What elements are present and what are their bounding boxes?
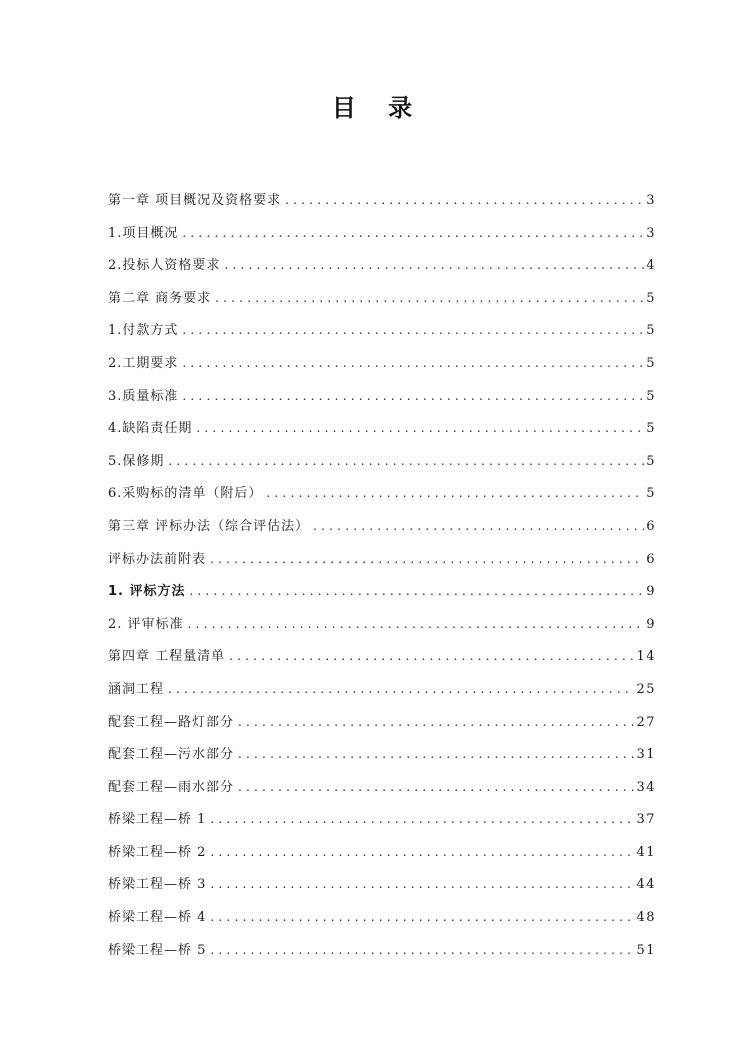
toc-dot-leader xyxy=(168,682,634,696)
toc-dot-leader xyxy=(238,715,634,729)
toc-entry-label: 6.采购标的清单（附后） xyxy=(108,486,263,502)
toc-entry-page-number: 37 xyxy=(636,812,656,828)
toc-dot-leader xyxy=(229,649,634,663)
toc-entry[interactable] xyxy=(108,548,656,581)
toc-entry[interactable] xyxy=(108,711,656,744)
toc-entry-label: 2. 评审标准 xyxy=(108,616,184,632)
toc-entry-page-number: 51 xyxy=(636,942,656,958)
toc-dot-leader xyxy=(266,486,644,500)
toc-dot-leader xyxy=(238,747,634,761)
toc-entry[interactable] xyxy=(108,352,656,385)
toc-entry-label: 桥梁工程—桥 5 xyxy=(108,942,207,958)
page-title: 目 录 xyxy=(331,94,425,122)
toc-entry-page-number: 3 xyxy=(646,193,656,208)
toc-entry-label: 2.工期要求 xyxy=(108,355,179,371)
toc-entry-page-number: 9 xyxy=(646,584,656,600)
toc-entry-label: 第四章 工程量清单 xyxy=(108,649,226,665)
toc-entry-label: 涵洞工程 xyxy=(108,681,165,697)
toc-entry[interactable] xyxy=(108,613,656,646)
toc-entry[interactable] xyxy=(108,515,656,548)
toc-entry-label: 第三章 评标办法（综合评估法） xyxy=(108,518,310,534)
toc-dot-leader xyxy=(285,193,644,207)
toc-dot-leader xyxy=(188,617,645,631)
toc-entry-label: 配套工程—污水部分 xyxy=(108,747,235,763)
toc-entry-page-number: 34 xyxy=(636,779,656,795)
toc-dot-leader xyxy=(224,258,644,272)
toc-entry-label: 2.投标人资格要求 xyxy=(108,258,221,274)
toc-dot-leader xyxy=(210,812,634,826)
toc-entry[interactable] xyxy=(108,450,656,483)
table-of-contents xyxy=(108,189,656,971)
toc-dot-leader xyxy=(210,877,634,891)
toc-entry[interactable] xyxy=(108,385,656,418)
toc-entry-page-number: 41 xyxy=(636,844,656,860)
toc-entry-page-number: 31 xyxy=(636,747,656,763)
toc-entry-label: 5.保修期 xyxy=(108,453,165,469)
toc-dot-leader xyxy=(182,389,644,403)
toc-entry[interactable] xyxy=(108,841,656,874)
toc-entry-label: 1.项目概况 xyxy=(108,225,179,241)
toc-entry-page-number: 25 xyxy=(636,681,656,697)
toc-entry-label: 1.付款方式 xyxy=(108,323,179,339)
toc-entry-label: 第一章 项目概况及资格要求 xyxy=(108,193,282,208)
toc-entry[interactable] xyxy=(108,482,656,515)
toc-entry-page-number: 5 xyxy=(646,323,656,339)
toc-dot-leader xyxy=(168,454,644,468)
toc-entry[interactable] xyxy=(108,319,656,352)
toc-entry-page-number: 5 xyxy=(646,453,656,469)
toc-dot-leader xyxy=(182,226,644,240)
toc-entry[interactable] xyxy=(108,580,656,613)
toc-entry-label: 4.缺陷责任期 xyxy=(108,421,193,437)
toc-entry-page-number: 5 xyxy=(646,486,656,502)
toc-entry-label: 评标办法前附表 xyxy=(108,551,207,567)
toc-dot-leader xyxy=(210,552,644,566)
toc-dot-leader xyxy=(313,519,644,533)
toc-entry-page-number: 27 xyxy=(636,714,656,730)
toc-entry-page-number: 6 xyxy=(646,551,656,567)
toc-dot-leader xyxy=(238,780,634,794)
toc-dot-leader xyxy=(210,910,634,924)
toc-entry-label: 配套工程—路灯部分 xyxy=(108,714,235,730)
toc-entry[interactable] xyxy=(108,645,656,678)
toc-entry[interactable] xyxy=(108,743,656,776)
toc-entry-page-number: 5 xyxy=(646,421,656,437)
toc-entry-label: 桥梁工程—桥 2 xyxy=(108,844,207,860)
toc-entry[interactable] xyxy=(108,906,656,939)
toc-entry[interactable] xyxy=(108,287,656,320)
toc-dot-leader xyxy=(210,845,634,859)
toc-dot-leader xyxy=(210,943,634,957)
toc-entry[interactable] xyxy=(108,222,656,255)
toc-entry-label: 配套工程—雨水部分 xyxy=(108,779,235,795)
toc-entry[interactable] xyxy=(108,808,656,841)
toc-entry[interactable] xyxy=(108,776,656,809)
toc-entry-page-number: 9 xyxy=(646,616,656,632)
toc-entry-page-number: 6 xyxy=(646,518,656,534)
toc-entry[interactable] xyxy=(108,678,656,711)
toc-entry-label: 桥梁工程—桥 4 xyxy=(108,910,207,926)
toc-entry-page-number: 5 xyxy=(646,290,656,306)
toc-entry[interactable] xyxy=(108,189,656,222)
toc-entry-page-number: 14 xyxy=(636,649,656,665)
toc-entry-page-number: 5 xyxy=(646,355,656,371)
toc-entry-page-number: 44 xyxy=(636,877,656,893)
toc-dot-leader xyxy=(196,421,644,435)
toc-dot-leader xyxy=(182,356,644,370)
toc-entry-page-number: 5 xyxy=(646,388,656,404)
toc-entry-label: 第二章 商务要求 xyxy=(108,290,212,306)
toc-dot-leader xyxy=(215,291,644,305)
toc-entry-page-number: 3 xyxy=(646,225,656,241)
toc-entry-page-number: 4 xyxy=(646,258,656,274)
toc-entry[interactable] xyxy=(108,939,656,972)
toc-entry-label: 1. 评标方法 xyxy=(108,584,186,600)
toc-entry-label: 3.质量标准 xyxy=(108,388,179,404)
toc-entry-page-number: 48 xyxy=(636,910,656,926)
toc-dot-leader xyxy=(190,584,645,598)
toc-entry[interactable] xyxy=(108,417,656,450)
toc-dot-leader xyxy=(182,323,644,337)
toc-entry-label: 桥梁工程—桥 1 xyxy=(108,812,207,828)
toc-entry[interactable] xyxy=(108,254,656,287)
toc-entry[interactable] xyxy=(108,873,656,906)
toc-entry-label: 桥梁工程—桥 3 xyxy=(108,877,207,893)
